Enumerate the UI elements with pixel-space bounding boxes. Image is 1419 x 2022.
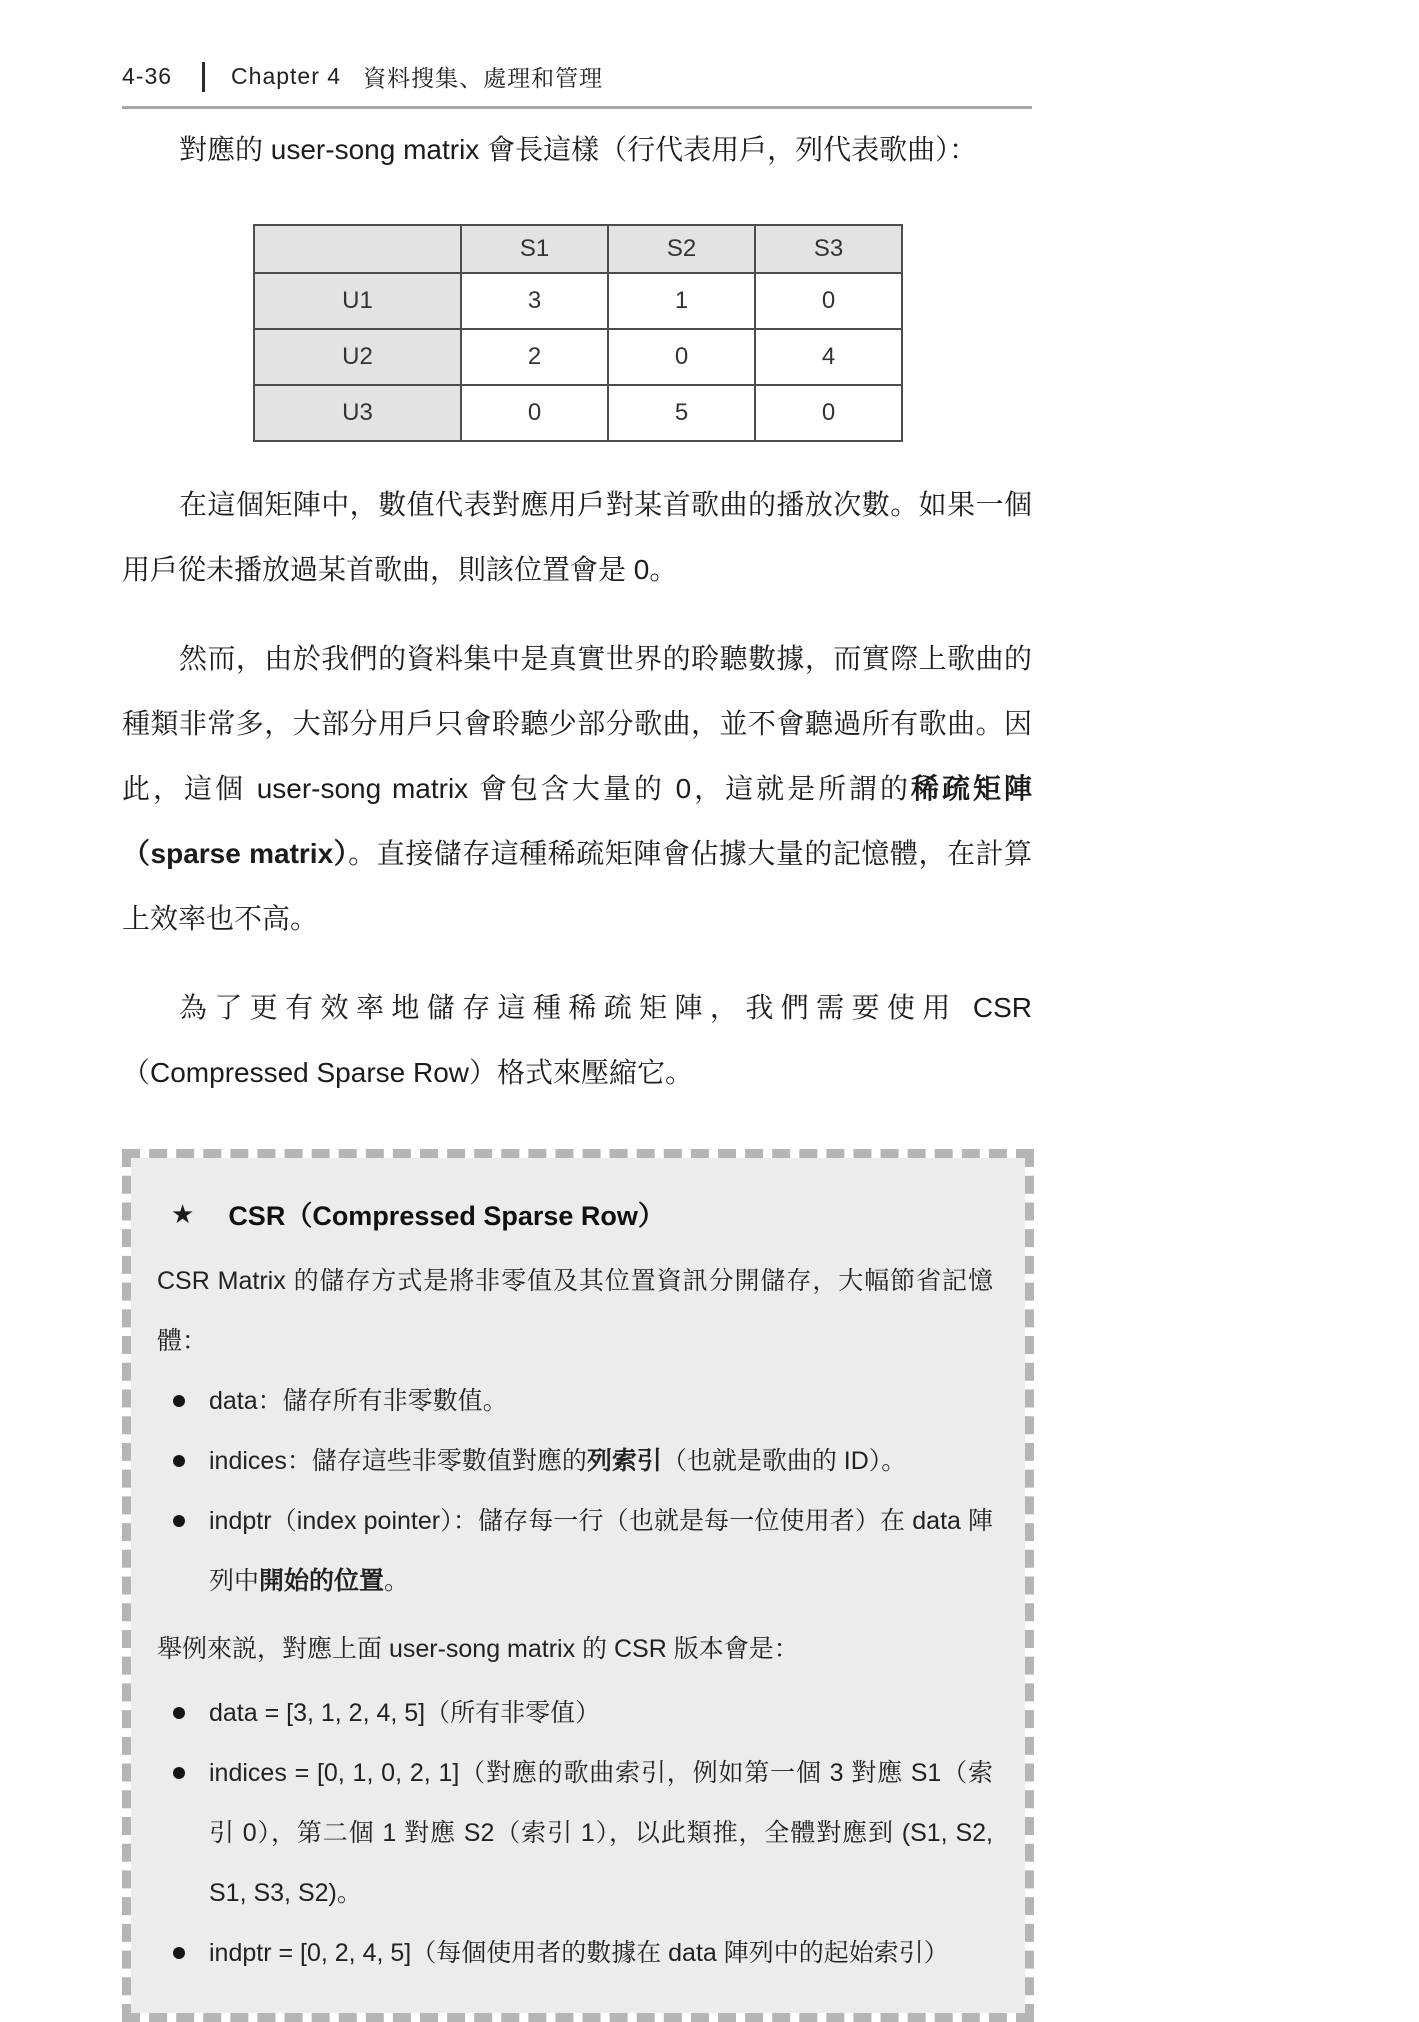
matrix-cell: 4 [755, 329, 902, 385]
matrix-corner-cell [254, 225, 461, 273]
matrix-cell: 1 [608, 273, 755, 329]
bullet-icon [173, 1767, 185, 1779]
matrix-cell: 5 [608, 385, 755, 441]
list-item-text [209, 1431, 993, 1491]
csr-info-box [122, 1149, 1034, 2022]
matrix-cell: 0 [608, 329, 755, 385]
chapter-label: Chapter 4 [231, 63, 342, 89]
list-item-indices [157, 1431, 993, 1491]
matrix-cell: 0 [755, 385, 902, 441]
table-header-row [254, 225, 902, 273]
matrix-cell: 2 [461, 329, 608, 385]
chapter-title: 資料搜集、處理和管理 [363, 65, 604, 91]
csr-box-intro: CSR Matrix 的儲存方式是將非零值及其位置資訊分開儲存，大幅節省記憶體： [157, 1267, 993, 1355]
user-song-matrix-table [253, 224, 903, 442]
bullet-icon [173, 1455, 185, 1467]
page-number: 4-36 [122, 63, 173, 89]
paragraph-sparse-matrix [122, 626, 1032, 951]
bold-text-run: 開始的位置 [259, 1567, 385, 1595]
csr-box-header [171, 1194, 993, 1233]
list-item-text: indptr = [0, 2, 4, 5]（每個使用者的數據在 data 陣列中的起始索引） [209, 1939, 949, 1967]
matrix-row-header-u3: U3 [254, 385, 461, 441]
list-item-example-indptr [157, 1923, 993, 1983]
list-item-text [209, 1371, 993, 1431]
list-item-text: indices = [0, 1, 0, 2, 1]（對應的歌曲索引，例如第一個 3 對應 S1（索引 0），第二個 1 對應 S2（索引 1），以此類推，全體對應到 (S1, S2, S1, S3, S2)。 [209, 1759, 993, 1907]
csr-box-title: CSR（Compressed Sparse Row） [228, 1201, 665, 1231]
text-run: indptr（index pointer）：儲存每一行（也就是每一位使用者）在 data 陣列中 [209, 1507, 993, 1595]
intro-paragraph: 對應的 user-song matrix 會長這樣（行代表用戶，列代表歌曲）： [179, 134, 978, 165]
bullet-icon [173, 1515, 185, 1527]
text-run: 。 [384, 1567, 410, 1595]
text-run: 。直接儲存這種稀疏矩陣會佔據大量的記憶體，在計算上效率也不高。 [122, 838, 1032, 934]
paragraph-csr-need: 為了更有效率地儲存這種稀疏矩陣，我們需要使用 CSR（Compressed Sparse Row）格式來壓縮它。 [122, 992, 1032, 1088]
matrix-col-header-s1: S1 [461, 225, 608, 273]
table-row [254, 273, 902, 329]
bullet-icon [173, 1395, 185, 1407]
list-item-text: data = [3, 1, 2, 4, 5]（所有非零值） [209, 1699, 601, 1727]
paragraph-matrix-meaning: 在這個矩陣中，數值代表對應用戶對某首歌曲的播放次數。如果一個用戶從未播放過某首歌曲，則該位置會是 0。 [122, 489, 1032, 585]
bullet-icon [173, 1947, 185, 1959]
matrix-col-header-s2: S2 [608, 225, 755, 273]
matrix-cell: 0 [755, 273, 902, 329]
bullet-icon [173, 1707, 185, 1719]
list-item-example-data [157, 1683, 993, 1743]
running-head [122, 0, 1032, 93]
bold-text-run: 稀疏矩陣（sparse matrix） [122, 773, 1032, 869]
header-rule [122, 106, 1032, 109]
table-row [254, 329, 902, 385]
bold-text-run: 列索引 [586, 1447, 662, 1475]
header-divider [202, 62, 205, 92]
matrix-cell: 3 [461, 273, 608, 329]
list-item-text [209, 1491, 993, 1611]
matrix-cell: 0 [461, 385, 608, 441]
text-run: indices：儲存這些非零數值對應的 [209, 1447, 587, 1475]
matrix-row-header-u1: U1 [254, 273, 461, 329]
table-row [254, 385, 902, 441]
text-run: 然而，由於我們的資料集中是真實世界的聆聽數據，而實際上歌曲的種類非常多，大部分用戶只會聆聽少部分歌曲，並不會聽過所有歌曲。因此，這個 user-song matrix 會包含大量的 0，這就是所謂的 [122, 643, 1032, 804]
matrix-col-header-s3: S3 [755, 225, 902, 273]
matrix-row-header-u2: U2 [254, 329, 461, 385]
text-run: data：儲存所有非零數值。 [209, 1387, 508, 1415]
text-run: （也就是歌曲的 ID）。 [661, 1447, 907, 1475]
star-icon: ★ [171, 1198, 195, 1229]
list-item-example-indices [157, 1743, 993, 1923]
list-item-data [157, 1371, 993, 1431]
csr-example-intro: 舉例來説，對應上面 user-song matrix 的 CSR 版本會是： [157, 1635, 799, 1663]
list-item-indptr [157, 1491, 993, 1611]
